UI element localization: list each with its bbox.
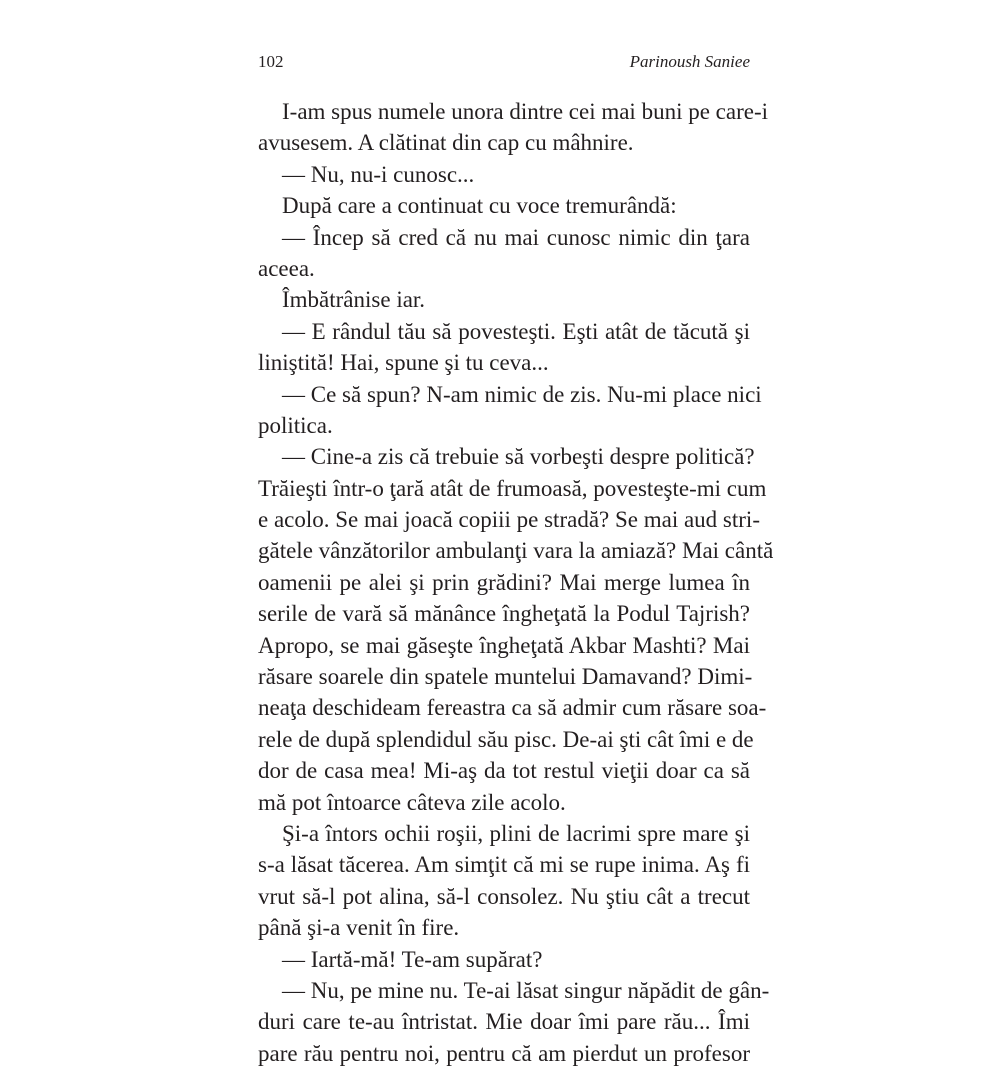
- text-line: Şi-a întors ochii roşii, plini de lacrimi spre mare şi: [282, 820, 750, 846]
- text-line: — E rândul tău să povesteşti. Eşti atât de tăcută şi: [282, 318, 750, 344]
- text-line: politica.: [258, 412, 333, 438]
- text-line: — Nu, pe mine nu. Te-ai lăsat singur năpădit de gân-: [282, 977, 770, 1003]
- text-line: dor de casa mea! Mi-aş da tot restul vieţii doar ca să: [258, 758, 750, 784]
- text-line: — Iartă-mă! Te-am supărat?: [282, 946, 543, 972]
- text-line: — Încep să cred că nu mai cunosc nimic din ţara: [282, 224, 750, 250]
- text-line: După care a continuat cu voce tremurândă:: [282, 193, 677, 219]
- text-line: duri care te-au întristat. Mie doar îmi pare rău... Îmi: [258, 1009, 750, 1035]
- text-line: I-am spus numele unora dintre cei mai buni pe care-i: [282, 99, 769, 124]
- text-line: avusesem. A clătinat din cap cu mâhnire.: [258, 130, 634, 156]
- text-line: serile de vară să mănânce îngheţată la Podul Tajrish?: [258, 601, 750, 627]
- body-text: [258, 96, 774, 1069]
- text-line: oamenii pe alei şi prin grădini? Mai merge lumea în: [258, 569, 750, 595]
- text-line: Trăieşti într-o ţară atât de frumoasă, povesteşte-mi cum: [258, 475, 767, 501]
- text-line: Îmbătrânise iar.: [282, 287, 426, 313]
- text-line: — Ce să spun? N-am nimic de zis. Nu-mi place nici: [282, 381, 762, 407]
- text-line: vrut să-l pot alina, să-l consolez. Nu ştiu cât a trecut: [258, 883, 750, 909]
- text-line: — Nu, nu-i cunosc...: [282, 161, 475, 187]
- text-line: neaţa deschideam fereastra ca să admir cum răsare soa-: [258, 695, 767, 721]
- text-line: liniştită! Hai, spune şi tu ceva...: [258, 350, 549, 376]
- text-line: e acolo. Se mai joacă copiii pe stradă? Se mai aud stri-: [258, 507, 760, 533]
- text-line: pare rău pentru noi, pentru că am pierdut un profesor: [258, 1040, 750, 1066]
- text-line: până şi-a venit în fire.: [258, 915, 460, 941]
- book-page: [258, 52, 774, 1066]
- text-line: aceea.: [258, 255, 315, 281]
- page-number: 102: [258, 52, 284, 71]
- text-line: s-a lăsat tăcerea. Am simţit că mi se rupe inima. Aş fi: [258, 852, 750, 878]
- text-line: Apropo, se mai găseşte îngheţată Akbar Mashti? Mai: [258, 632, 750, 658]
- text-line: mă pot întoarce câteva zile acolo.: [258, 789, 566, 815]
- text-line: gătele vânzătorilor ambulanţi vara la amiază? Mai cântă: [258, 538, 774, 564]
- text-line: rele de după splendidul său pisc. De-ai şti cât îmi e de: [258, 726, 754, 752]
- header-author-name: Parinoush Saniee: [629, 52, 750, 71]
- text-line: — Cine-a zis că trebuie să vorbeşti despre politică?: [282, 444, 755, 470]
- text-line: răsare soarele din spatele muntelui Damavand? Dimi-: [258, 664, 753, 690]
- running-header: [258, 52, 750, 82]
